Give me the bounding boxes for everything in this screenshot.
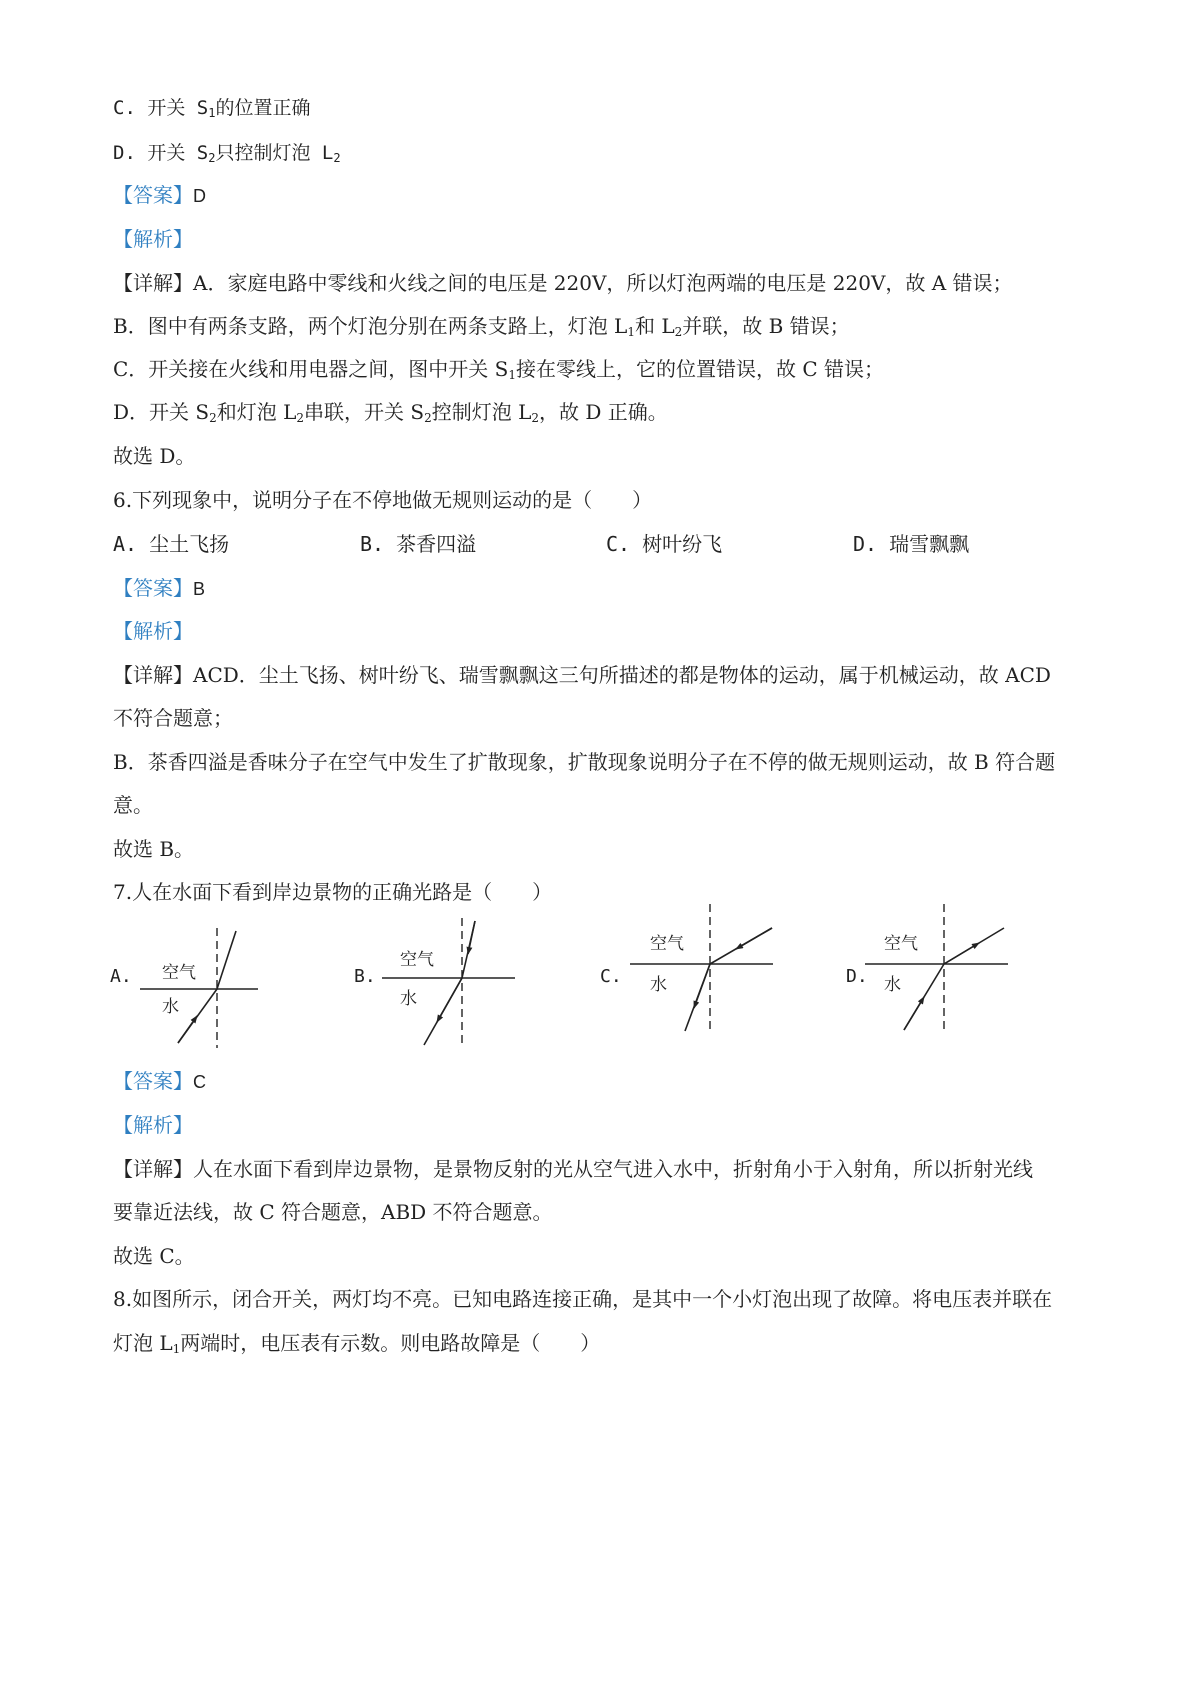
q7-detail-1: 【详解】人在水面下看到岸边景物，是景物反射的光从空气进入水中，折射角小于入射角，所以折射光线: [113, 1157, 1033, 1181]
q6-option-b: B. 茶香四溢: [360, 532, 477, 556]
q6-stem: 6.下列现象中，说明分子在不停地做无规则运动的是（ ）: [113, 488, 653, 512]
figure-b-water-label: 水: [400, 989, 417, 1009]
q6-detail-1-cont: 不符合题意；: [113, 706, 233, 730]
figure-b-label: B.: [354, 966, 376, 987]
q5-option-d: D. 开关 $S_2$只控制灯泡 $L_2$: [113, 142, 341, 165]
q6-option-a: A. 尘土飞扬: [113, 532, 230, 556]
q7-detail-1-cont: 要靠近法线，故 C 符合题意，ABD 不符合题意。: [113, 1200, 553, 1224]
q8-stem: 8.如图所示，闭合开关，两灯均不亮。已知电路连接正确，是其中一个小灯泡出现了故障。将电压表并联在: [113, 1287, 1053, 1311]
q5-analysis-label: 【解析】: [113, 227, 193, 251]
q5-detail-4: D．开关 $S_2$和灯泡 $L_2$串联，开关 $S_2$控制灯泡 $L_2$，故 D 正确。: [113, 400, 668, 425]
q5-detail-1: 【详解】A．家庭电路中零线和火线之间的电压是 220V，所以灯泡两端的电压是 220V，故 A 错误；: [113, 271, 1013, 295]
figure-a-water-label: 水: [162, 997, 179, 1017]
q6-analysis-label: 【解析】: [113, 619, 193, 643]
q7-answer: 【答案】C: [113, 1069, 206, 1093]
q6-detail-2-cont: 意。: [113, 793, 153, 817]
figure-a-label: A.: [110, 966, 132, 987]
q6-answer: 【答案】B: [113, 576, 206, 600]
figure-c-water-label: 水: [650, 975, 667, 995]
q7-analysis-label: 【解析】: [113, 1113, 193, 1137]
q8-stem-cont: 灯泡 $L_1$两端时，电压表有示数。则电路故障是（ ）: [113, 1331, 601, 1356]
figure-d-ray-air-arrow: [944, 943, 979, 964]
q6-conclusion: 故选 B。: [113, 837, 195, 861]
figure-a-air-label: 空气: [162, 963, 196, 983]
q7-stem: 7.人在水面下看到岸边景物的正确光路是（ ）: [113, 880, 553, 904]
q7-conclusion: 故选 C。: [113, 1244, 195, 1268]
figure-d-ray-water-arrow: [904, 997, 924, 1030]
q6-detail-2: B．茶香四溢是香味分子在空气中发生了扩散现象，扩散现象说明分子在不停的做无规则运动，故 B 符合题: [113, 750, 1056, 774]
figure-d-air-label: 空气: [884, 934, 918, 954]
q6-detail-1: 【详解】ACD．尘土飞扬、树叶纷飞、瑞雪飘飘这三句所描述的都是物体的运动，属于机械运动，故 ACD: [113, 663, 1051, 687]
q5-answer: 【答案】D: [113, 183, 206, 207]
figure-c-label: C.: [600, 966, 622, 987]
q6-option-c: C. 树叶纷飞: [606, 532, 723, 556]
figure-b-air-label: 空气: [400, 950, 434, 970]
q5-conclusion: 故选 D。: [113, 444, 196, 468]
figure-c-air-label: 空气: [650, 934, 684, 954]
figure-d-water-label: 水: [884, 975, 901, 995]
q6-option-d: D. 瑞雪飘飘: [853, 532, 970, 556]
q5-detail-2: B．图中有两条支路，两个灯泡分别在两条支路上，灯泡 $L_1$和 $L_2$并联，故 B 错误；: [113, 314, 850, 339]
figure-d-label: D.: [846, 966, 868, 987]
q5-detail-3: C．开关接在火线和用电器之间，图中开关 $S_1$接在零线上，它的位置错误，故 C 错误；: [113, 357, 885, 382]
q5-option-c: C. 开关 $S_1$的位置正确: [113, 97, 311, 120]
